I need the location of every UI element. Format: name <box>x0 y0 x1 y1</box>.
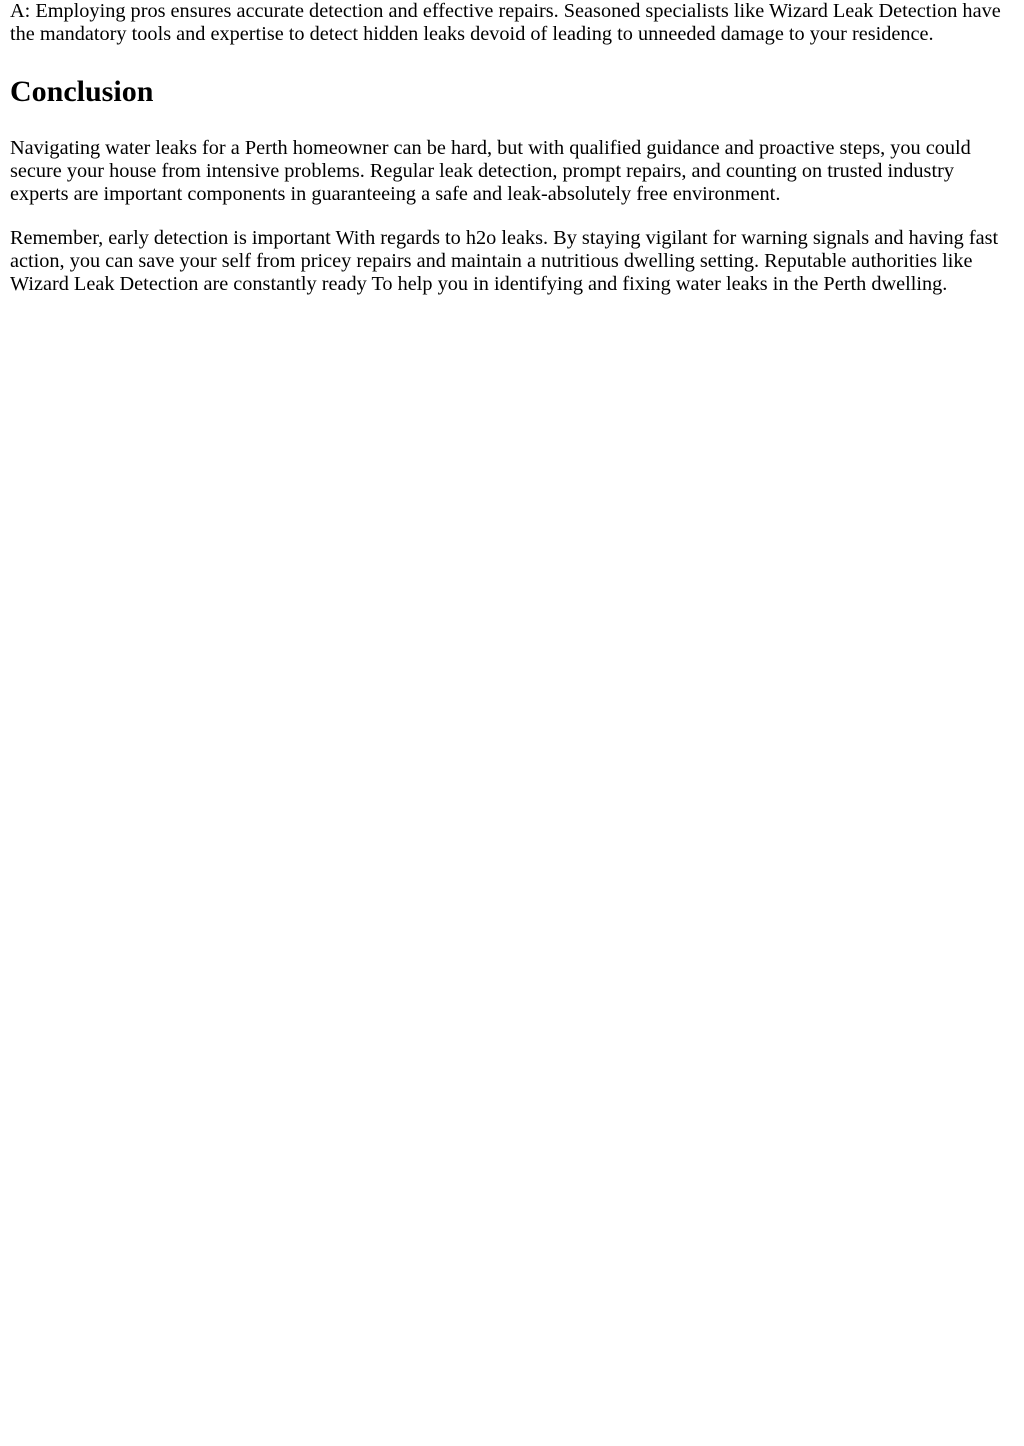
article-body <box>0 0 1024 296</box>
conclusion-heading: Conclusion <box>10 75 154 108</box>
conclusion-paragraph-1: Navigating water leaks for a Perth homeowner can be hard, but with qualified guidance and proactive steps, you could secure your house from intensive problems. Regular leak detection, prompt repairs, and counting on trusted industry experts are important components in guaranteeing a safe and leak-absolutely free environment. <box>10 137 971 205</box>
faq-answer-paragraph: A: Employing pros ensures accurate detection and effective repairs. Seasoned specialists like Wizard Leak Detection have the mandatory tools and expertise to detect hidden leaks devoid of leading to unneeded damage to your residence. <box>10 0 1001 45</box>
conclusion-paragraph-2: Remember, early detection is important With regards to h2o leaks. By staying vigilant for warning signals and having fast action, you can save your self from pricey repairs and maintain a nutritious dwelling setting. Reputable authorities like Wizard Leak Detection are constantly ready To help you in identifying and fixing water leaks in the Perth dwelling. <box>10 227 999 295</box>
